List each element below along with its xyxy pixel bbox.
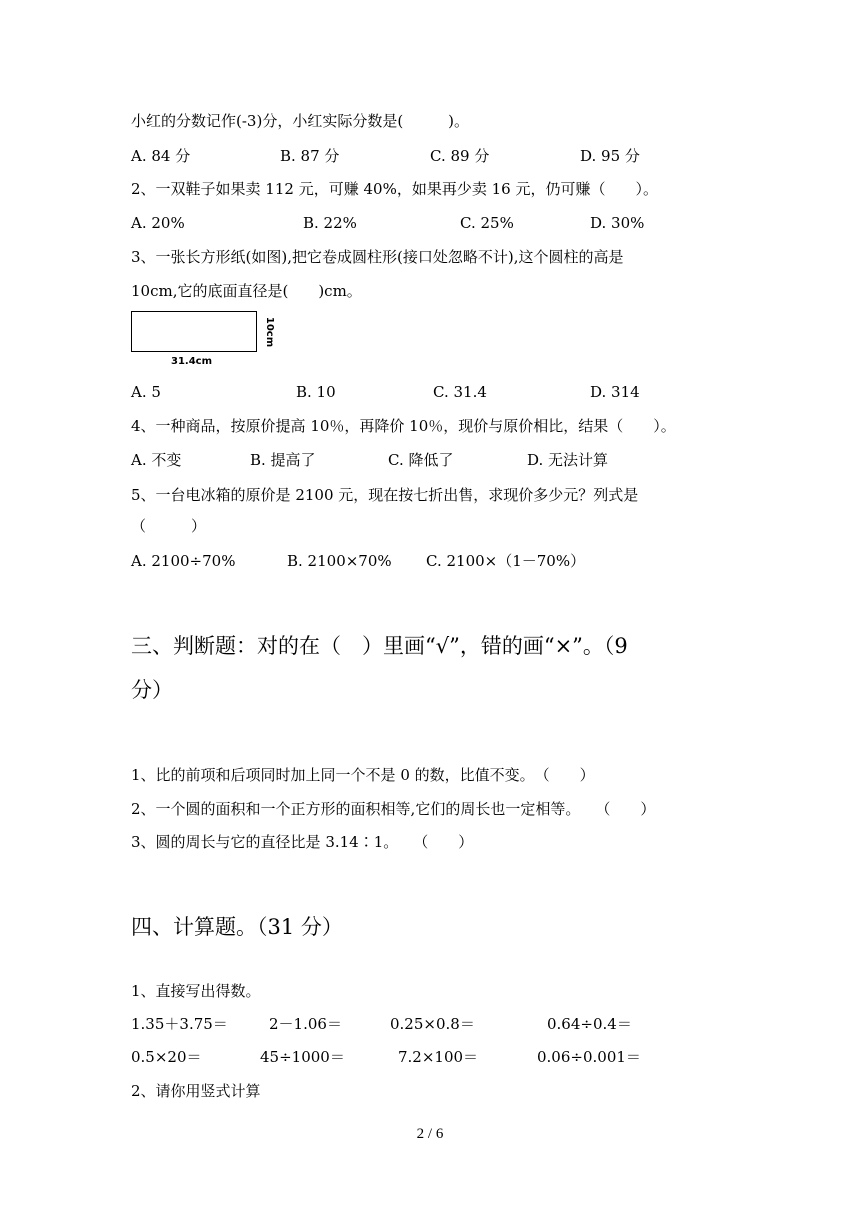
calc-sub2-title: 2、请你用竖式计算 (131, 1082, 261, 1100)
q2-option-a: A. 20% (131, 214, 185, 232)
q3-option-d: D. 314 (590, 383, 640, 401)
q1-stem-tail: 小红的分数记作(-3)分，小红实际分数是( )。 (131, 112, 470, 130)
calc-row1-item2: 2－1.06＝ (269, 1015, 342, 1033)
calc-sub1-title: 1、直接写出得数。 (131, 982, 261, 1000)
section3-heading-line2: 分） (131, 678, 173, 702)
figure-width-label: 31.4cm (171, 356, 213, 367)
section4-heading: 四、计算题。（31 分） (131, 915, 343, 939)
calc-row1-item4: 0.64÷0.4＝ (547, 1015, 632, 1033)
calc-row2-item3: 7.2×100＝ (398, 1048, 479, 1066)
q2-option-d: D. 30% (590, 214, 645, 232)
judge-item-2: 2、一个圆的面积和一个正方形的面积相等,它们的周长也一定相等。 （ ） (131, 800, 656, 818)
q2-option-b: B. 22% (303, 214, 357, 232)
q1-option-c: C. 89 分 (430, 147, 490, 165)
paper-rectangle-figure (131, 311, 257, 352)
q3-stem-line1: 3、一张长方形纸(如图),把它卷成圆柱形(接口处忽略不计),这个圆柱的高是 (131, 248, 624, 266)
calc-row2-item1: 0.5×20＝ (131, 1048, 202, 1066)
page-number: 2 / 6 (416, 1126, 444, 1142)
q5-option-b: B. 2100×70% (287, 552, 392, 570)
q3-option-b: B. 10 (296, 383, 336, 401)
q4-stem: 4、一种商品，按原价提高 10％，再降价 10％，现价与原价相比，结果（ ）。 (131, 417, 676, 435)
figure-height-label: 10cm (264, 316, 276, 348)
q4-option-a: A. 不变 (131, 451, 182, 469)
judge-item-3: 3、圆的周长与它的直径比是 3.14∶1。 （ ） (131, 833, 474, 851)
q3-stem-line2: 10cm,它的底面直径是( )cm。 (131, 282, 362, 300)
q5-stem-line2: （ ） (131, 517, 207, 535)
q2-stem: 2、一双鞋子如果卖 112 元，可赚 40%，如果再少卖 16 元，仍可赚（ ）。 (131, 180, 658, 198)
calc-row2-item4: 0.06÷0.001＝ (537, 1048, 641, 1066)
q3-option-a: A. 5 (131, 383, 161, 401)
q5-option-c: C. 2100×（1－70%） (426, 552, 586, 570)
q5-stem-line1: 5、一台电冰箱的原价是 2100 元，现在按七折出售，求现价多少元？列式是 (131, 486, 639, 504)
calc-row2-item2: 45÷1000＝ (260, 1048, 345, 1066)
q1-option-d: D. 95 分 (580, 147, 640, 165)
q2-option-c: C. 25% (460, 214, 514, 232)
q1-option-a: A. 84 分 (131, 147, 191, 165)
q4-option-d: D. 无法计算 (527, 451, 609, 469)
judge-item-1: 1、比的前项和后项同时加上同一个不是 0 的数，比值不变。 （ ） (131, 766, 595, 784)
q5-option-a: A. 2100÷70% (131, 552, 236, 570)
q4-option-b: B. 提高了 (250, 451, 316, 469)
section3-heading-line1: 三、判断题：对的在（ ）里画“√”，错的画“×”。（9 (131, 634, 628, 658)
q4-option-c: C. 降低了 (388, 451, 454, 469)
q3-option-c: C. 31.4 (433, 383, 487, 401)
calc-row1-item3: 0.25×0.8＝ (390, 1015, 475, 1033)
calc-row1-item1: 1.35＋3.75＝ (131, 1015, 228, 1033)
q1-option-b: B. 87 分 (280, 147, 340, 165)
